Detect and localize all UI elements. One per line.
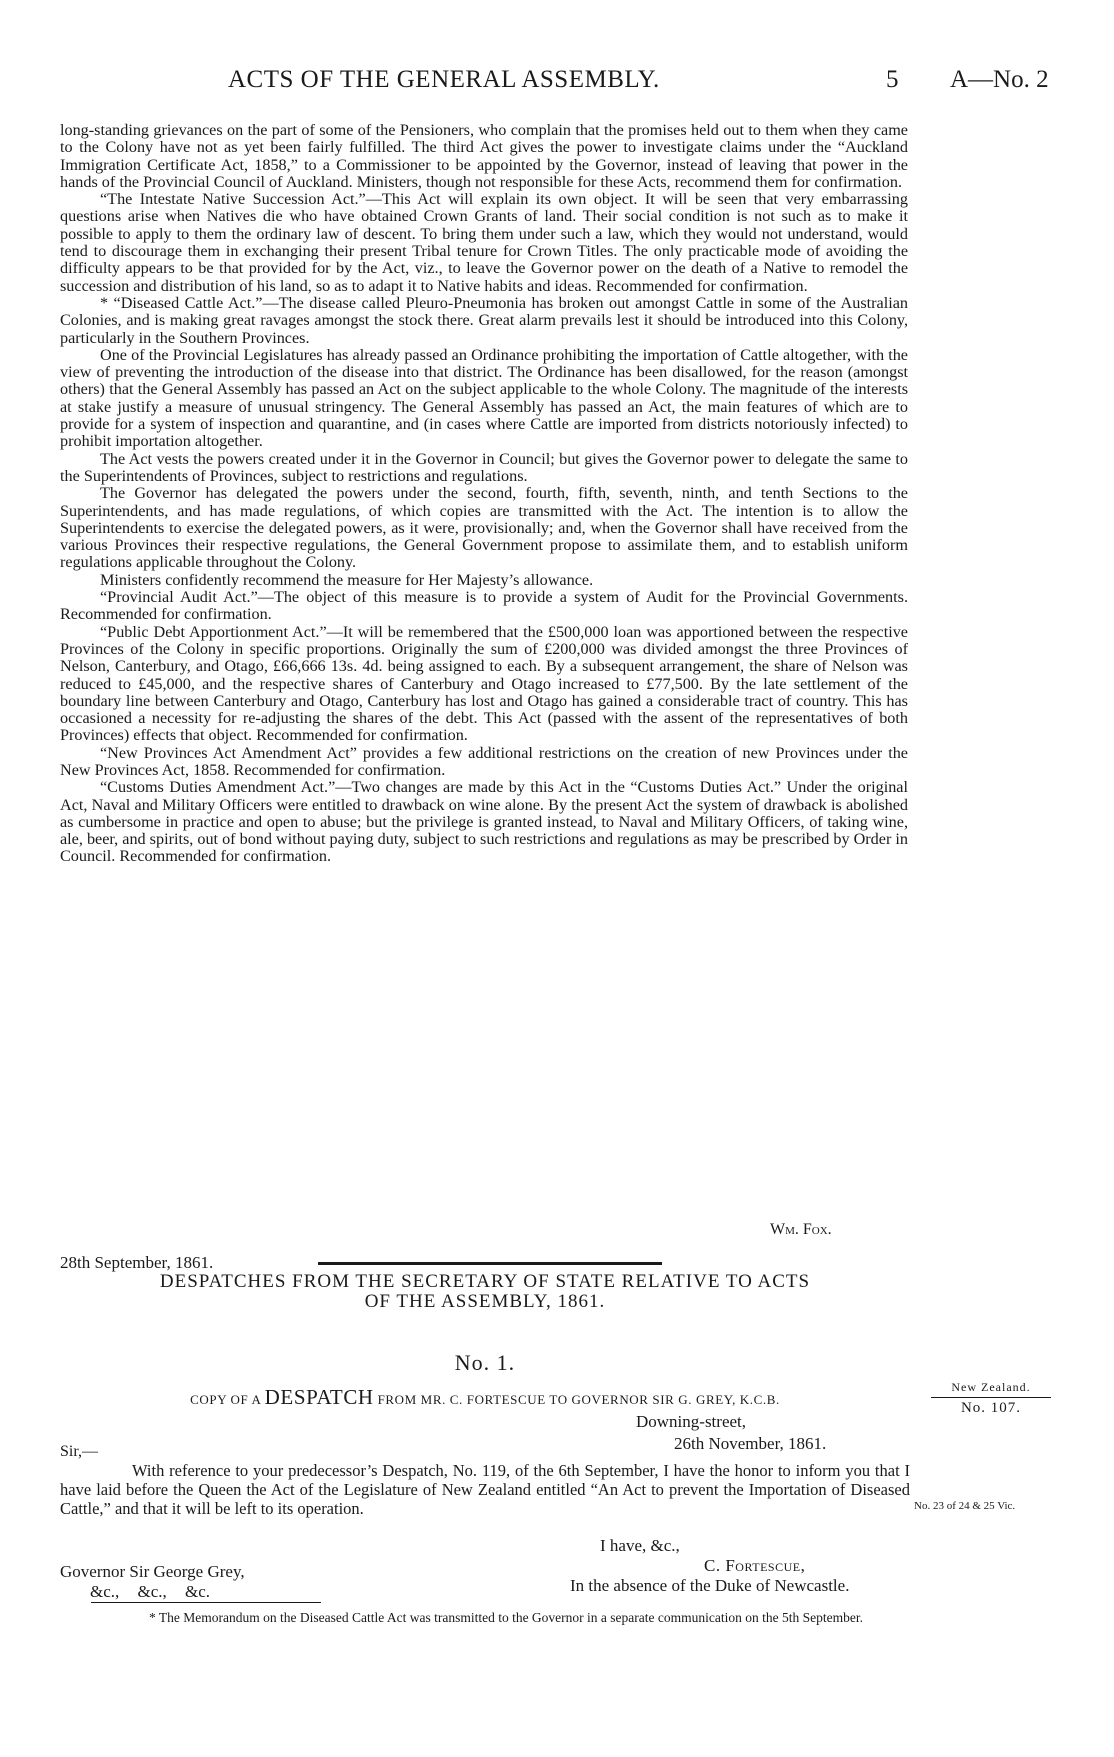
section-heading bbox=[60, 1272, 910, 1312]
running-title: ACTS OF THE GENERAL ASSEMBLY. bbox=[228, 66, 660, 93]
margin-note-act: No. 23 of 24 & 25 Vic. bbox=[914, 1500, 1016, 1512]
despatch-addressee: Governor Sir George Grey, bbox=[60, 1562, 245, 1581]
section-divider bbox=[318, 1262, 662, 1265]
paragraph-provincial-audit: “Provincial Audit Act.”—The object of this measure is to provide a system of Audit for the Provincial Governments. Recommended for confirmation. bbox=[60, 588, 908, 624]
despatch-title-prefix: COPY OF A bbox=[190, 1392, 261, 1407]
section-heading-line-2: OF THE ASSEMBLY, 1861. bbox=[364, 1291, 606, 1312]
margin-despatch-number: No. 107. bbox=[960, 1400, 1022, 1416]
memorandum-body bbox=[60, 122, 908, 866]
despatch-body bbox=[60, 1461, 910, 1519]
paragraph-ministers-recommend: Ministers confidently recommend the measure for Her Majesty’s allowance. bbox=[100, 570, 594, 589]
despatch-address: Downing-street, bbox=[636, 1412, 747, 1431]
despatch-title bbox=[60, 1385, 910, 1410]
despatch-number: No. 1. bbox=[454, 1350, 516, 1375]
signature-fox: Wm. Fox. bbox=[770, 1221, 832, 1238]
paragraph-intestate-native-succession: “The Intestate Native Succession Act.”—This Act will explain its own object. It will be seen that very embarrassing questions arise when Natives die who have obtained Crown Grants of land. Their social condition is not such as to make it possible to apply to them the ordinary law of descent. To bring them under such a law, which they would not understand, would tend to discourage them in exchanging their present Tribal tenure for Crown Titles. The only practicable mode of avoiding the difficulty appears to be that provided for by the Act, viz., to leave the Governor power on the death of a Native to remodel the succession and distribution of his land, so as to adapt it to Native habits and ideas. Recommended for confirmation. bbox=[60, 190, 908, 295]
paragraph-new-provinces: “New Provinces Act Amendment Act” provides a few additional restrictions on the creation of new Provinces under the New Provinces Act, 1858. Recommended for confirmation. bbox=[60, 743, 908, 779]
memorandum-date: 28th September, 1861. bbox=[60, 1253, 214, 1272]
paragraph-pensioners: long-standing grievances on the part of some of the Pensioners, who complain that the promises held out to them when they came to the Colony have not as yet been fairly fulfilled. The third Act gives the power to investigate claims under the “Auckland Immigration Certificate Act, 1858,” to a Commissioner to be appointed by the Governor, instead of leaving that power in the hands of the Provincial Council of Auckland. Ministers, though not responsible for these Acts, recommend them for confirmation. bbox=[60, 121, 908, 191]
page-header bbox=[0, 66, 1114, 100]
footnote: * The Memorandum on the Diseased Cattle Act was transmitted to the Governor in a separate communication on the 5th September. bbox=[149, 1610, 863, 1625]
page-number: 5 bbox=[886, 66, 899, 93]
paragraph-diseased-cattle: * “Diseased Cattle Act.”—The disease called Pleuro-Pneumonia has broken out amongst Cattle in some of the Australian Colonies, and is making great ravages amongst the stock there. Great alarm prevails lest it should be introduced into this Colony, particularly in the Southern Provinces. bbox=[60, 293, 908, 347]
section-heading-line-1: DESPATCHES FROM THE SECRETARY OF STATE RELATIVE TO ACTS bbox=[159, 1271, 811, 1292]
despatch-addressee-etc: &c., &c., &c. bbox=[90, 1582, 211, 1601]
margin-note-new-zealand bbox=[916, 1380, 1066, 1417]
despatch-body-text: With reference to your predecessor’s Despatch, No. 119, of the 6th September, I have the honor to inform you that I have laid before the Queen the Act of the Legislature of New Zealand entitled “An Act to prevent the Importation of Diseased Cattle,” and that it will be left to its operation. bbox=[60, 1461, 910, 1519]
margin-place: New Zealand. bbox=[951, 1380, 1031, 1394]
series-number: A—No. 2 bbox=[950, 66, 1049, 93]
paragraph-governor-powers: The Act vests the powers created under it in the Governor in Council; but gives the Governor power to delegate the same to the Superintendents of Provinces, subject to restrictions and regulations. bbox=[60, 449, 908, 485]
despatch-title-suffix: FROM MR. C. FORTESCUE TO GOVERNOR SIR G. GREY, K.C.B. bbox=[377, 1392, 780, 1407]
despatch-closing: I have, &c., bbox=[600, 1536, 680, 1555]
paragraph-provincial-ordinance: One of the Provincial Legislatures has already passed an Ordinance prohibiting the importation of Cattle altogether, with the view of preventing the introduction of the disease into that district. The Ordinance has been disallowed, for the reason (amongst others) that the General Assembly has passed an Act on the subject applicable to the whole Colony. The magnitude of the interests at stake justify a measure of unusual stringency. The General Assembly has passed an Act, the main features of which are to provide for a system of inspection and quarantine, and (in cases where Cattle are imported from districts notoriously infected) to prohibit importation altogether. bbox=[60, 345, 908, 451]
margin-rule bbox=[931, 1397, 1051, 1398]
paragraph-delegated-powers: The Governor has delegated the powers under the second, fourth, fifth, seventh, ninth, and tenth Sections to the Superintendents, and has made regulations, of which copies are transmitted with the Act. The intention is to allow the Superintendents to exercise the delegated powers, as it were, provisionally; and, when the Governor shall have received from the various Provinces their respective regulations, the General Government propose to assimilate them, and to establish uniform regulations applicable throughout the Colony. bbox=[60, 484, 908, 572]
footnote-rule bbox=[91, 1602, 321, 1603]
despatch-salutation: Sir,— bbox=[60, 1443, 99, 1460]
despatch-signer: C. Fortescue, bbox=[704, 1556, 806, 1575]
paragraph-customs-duties: “Customs Duties Amendment Act.”—Two changes are made by this Act in the “Customs Duties Act.” Under the original Act, Naval and Military Officers were entitled to drawback on wine alone. By the present Act the system of drawback is abolished as cumbersome in practice and open to abuse; but the privilege is granted instead, to Naval and Military Officers, of taking wine, ale, beer, and spirits, out of bond without paying duty, subject to such restrictions and regulations as may be prescribed by Order in Council. Recommended for confirmation. bbox=[60, 778, 908, 866]
despatch-title-word: DESPATCH bbox=[264, 1385, 374, 1409]
despatch-signer-note: In the absence of the Duke of Newcastle. bbox=[570, 1576, 850, 1595]
paragraph-public-debt: “Public Debt Apportionment Act.”—It will be remembered that the £500,000 loan was apportioned between the respective Provinces of the Colony in specific proportions. Originally the sum of £200,000 was divided amongst the three Provinces of Nelson, Canterbury, and Otago, £66,666 13s. 4d. being assigned to each. By a subsequent arrangement, the share of Nelson was reduced to £45,000, and the respective shares of Canterbury and Otago increased to £77,500. By the late settlement of the boundary line between Canterbury and Otago, Canterbury has lost and Otago has gained a considerable tract of country. This has occasioned a necessity for re-adjusting the shares of the debt. This Act (passed with the assent of the representatives of both Provinces) effects that object. Recommended for confirmation. bbox=[60, 622, 908, 745]
despatch-date: 26th November, 1861. bbox=[674, 1434, 827, 1453]
